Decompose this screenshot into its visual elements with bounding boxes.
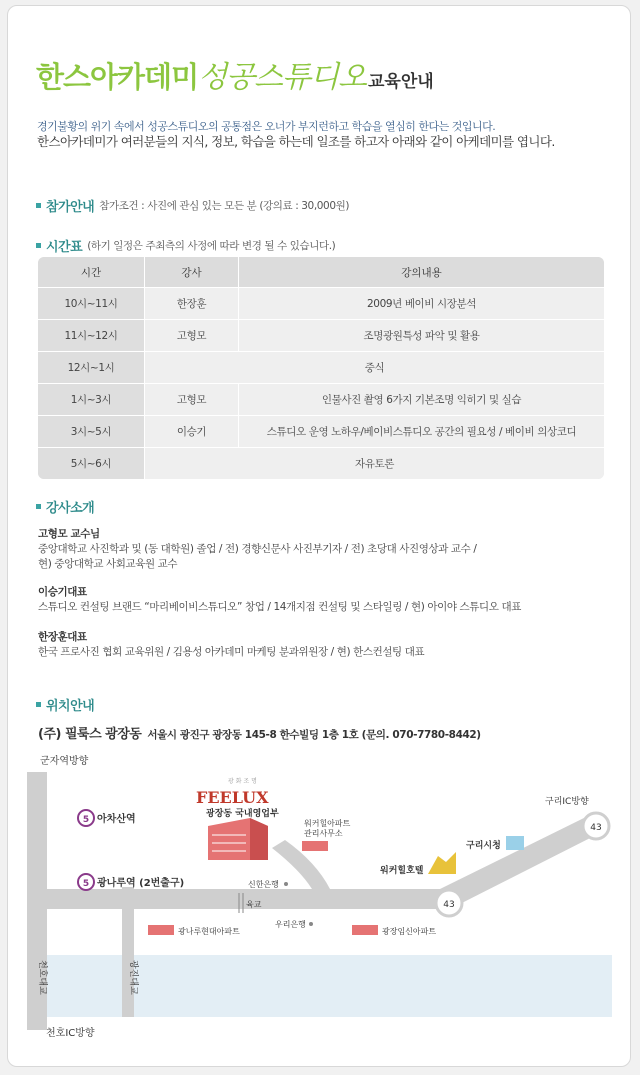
cell-time: 3시~5시 <box>38 416 145 448</box>
route-43-label: 43 <box>443 900 455 910</box>
road-main <box>27 889 447 909</box>
instructor-desc: 한국 프로사진 협회 교육위원 / 김용성 아카데미 마케팅 분과위원장 / 현) 한스컨설팅 대표 <box>38 646 425 658</box>
cell-content: 스튜디오 운영 노하우/베이비스튜디오 공간의 필요성 / 베이비 의상코디 <box>239 416 604 448</box>
participation-note: 참가조건 : 사진에 관심 있는 모든 분 (강의료 : 30,000원) <box>99 200 350 212</box>
city-hall-icon <box>506 836 524 850</box>
intro-line-1: 경기불황의 위기 속에서 성공스튜디오의 공통점은 오너가 부지런하고 학습을 열심히 한다는 것입니다. <box>37 120 496 133</box>
location-address: 서울시 광진구 광장동 145-8 한수빌딩 1층 1호 (문의. 070-7780-8442) <box>147 729 481 741</box>
apartment-icon <box>148 925 174 935</box>
col-time: 시간 <box>38 257 145 288</box>
instructor-name: 이승기대표 <box>38 586 87 598</box>
label-yukgyo: 육교 <box>246 900 262 909</box>
label-gunja: 군자역방향 <box>40 756 89 767</box>
location-heading: 위치안내 <box>46 699 95 714</box>
hotel-icon <box>428 852 456 874</box>
subway-line-number: 5 <box>82 879 90 889</box>
apartment-icon <box>352 925 378 935</box>
cell-lecturer: 한장훈 <box>145 288 239 320</box>
cell-time: 12시~1시 <box>38 352 145 384</box>
cell-content: 2009년 베이비 시장분석 <box>239 288 604 320</box>
label-walkerhill-hotel: 워커힐호텔 <box>380 866 424 876</box>
apartment-icon <box>302 841 328 851</box>
instructor-desc: 중앙대학교 사진학과 및 (동 대학원) 졸업 / 전) 경향신문사 사진부기자 / 전) 초당대 사진영상과 교수 / <box>38 543 477 555</box>
label-gjis-apt: 광장임신아파트 <box>382 927 437 936</box>
instructor-name: 한장훈대표 <box>38 631 87 643</box>
cell-lecturer: 고형모 <box>145 320 239 352</box>
cell-time: 11시~12시 <box>38 320 145 352</box>
col-lecturer: 강사 <box>145 257 239 288</box>
label-cheonho-bridge: 천호대교 <box>37 960 47 995</box>
label-gwangnaru: 광나루역 (2번출구) <box>97 878 185 889</box>
title-studio: 성공스튜디오 <box>198 60 366 95</box>
intro-line-2: 한스아카데미가 여러분들의 지식, 정보, 학습을 하는데 일조를 하고자 아래와 같이 아케데미를 엽니다. <box>37 134 555 149</box>
bank-dot-icon <box>309 922 313 926</box>
instructor-name: 고형모 교수님 <box>38 528 100 540</box>
cell-time: 5시~6시 <box>38 448 145 479</box>
label-guri-ic: 구리IC방향 <box>545 797 589 807</box>
instructor-desc: 현) 중앙대학교 사회교육원 교수 <box>38 558 178 570</box>
title-brand: 한스아카데미 <box>36 60 199 94</box>
label-woori: 우리은행 <box>275 920 306 929</box>
col-content: 강의내용 <box>239 257 604 288</box>
label-feelux-small: 광 화 조 명 <box>228 778 257 785</box>
instructors-heading: 강사소개 <box>46 501 95 516</box>
subway-line-number: 5 <box>82 815 90 825</box>
cell-time: 10시~11시 <box>38 288 145 320</box>
cell-lecturer: 고형모 <box>145 384 239 416</box>
label-walkerhill-apt: 워커힐아파트 <box>304 819 351 828</box>
participation-heading: 참가안내 <box>46 200 95 215</box>
label-gnr-apt: 광나루현대아파트 <box>178 927 240 936</box>
label-feelux-branch: 광장동 국내영업부 <box>206 809 279 819</box>
road-guri <box>440 815 600 909</box>
cell-content: 자유토론 <box>145 448 604 479</box>
label-guri-office: 구리시청 <box>466 841 501 851</box>
label-walkerhill-office: 관리사무소 <box>304 829 343 838</box>
schedule-heading: 시간표 <box>46 240 83 255</box>
cell-content: 중식 <box>145 352 604 384</box>
label-gwangjin-bridge: 광진대교 <box>128 960 138 995</box>
cell-content: 조명광원특성 파악 및 활용 <box>239 320 604 352</box>
cell-lecturer: 이승기 <box>145 416 239 448</box>
route-43-label: 43 <box>590 823 602 833</box>
label-achasan: 아차산역 <box>97 814 136 825</box>
label-cheonho-ic: 천호IC방향 <box>46 1028 95 1039</box>
feelux-logo: FEELUX <box>196 788 269 807</box>
label-shinhan: 신한은행 <box>248 880 279 889</box>
cell-time: 1시~3시 <box>38 384 145 416</box>
title-suffix: 교육안내 <box>367 72 434 92</box>
location-company: (주) 필룩스 광장동 <box>38 727 142 742</box>
instructor-desc: 스튜디오 컨설팅 브랜드 “마리베이비스튜디오” 창업 / 14개지점 컨설팅 및 스타일링 / 현) 아이야 스튜디오 대표 <box>38 601 521 613</box>
cell-content: 인물사진 촬영 6가지 기본조명 익히기 및 실습 <box>239 384 604 416</box>
bank-dot-icon <box>284 882 288 886</box>
schedule-note: (하기 일정은 주최측의 사정에 따라 변경 될 수 있습니다.) <box>87 240 336 252</box>
han-river <box>28 955 612 1017</box>
